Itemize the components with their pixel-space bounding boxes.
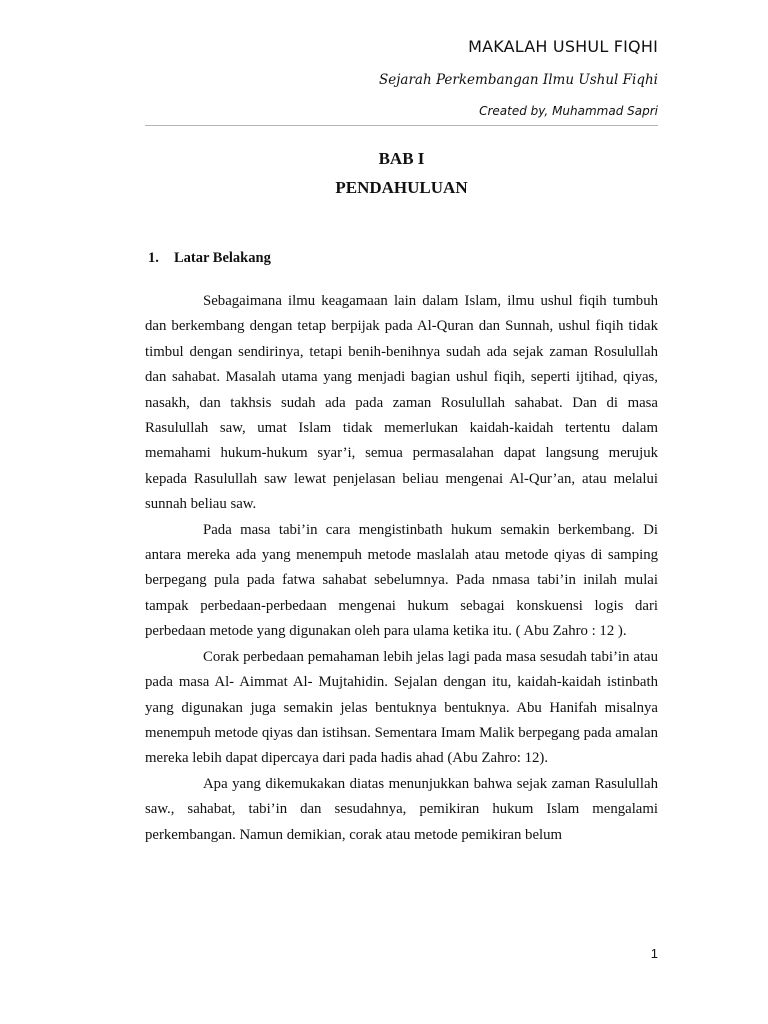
- paragraph: Apa yang dikemukakan diatas menunjukkan bahwa sejak zaman Rasulullah saw., sahabat, tabi’in dan sesudahnya, pemikiran hukum Islam mengalami perkembangan. Namun demikian, corak atau metode pemikiran belum: [145, 775, 658, 843]
- header-title: MAKALAH USHUL FIQHI: [468, 37, 658, 56]
- page-number: 1: [650, 946, 658, 961]
- paragraph: Pada masa tabi’in cara mengistinbath hukum semakin berkembang. Di antara mereka ada yang menempuh metode maslalah atau metode qiyas di samping berpegang pula pada fatwa sahabat sebelumnya. Pada nmasa tabi’in inilah mulai tampak perbedaan-perbedaan mengenai hukum sebagai konskuensi logis dari perbedaan metode yang digunakan oleh para ulama ketika itu. ( Abu Zahro : 12 ).: [145, 521, 658, 640]
- header-divider: [145, 125, 658, 126]
- header-credit: Created by, Muhammad Sapri: [479, 104, 658, 118]
- body-text: [145, 289, 658, 848]
- section-heading: [148, 250, 271, 267]
- section-number: 1.: [148, 250, 159, 266]
- paragraph: Sebagaimana ilmu keagamaan lain dalam Islam, ilmu ushul fiqih tumbuh dan berkembang dengan tetap berpijak pada Al-Quran dan Sunnah, ushul fiqih tidak timbul dengan sendirinya, tetapi benih-benihnya sudah ada sejak zaman Rosulullah dan sahabat. Masalah utama yang menjadi bagian ushul fiqih, seperti ijtihad, qiyas, nasakh, dan takhsis sudah ada pada zaman Rosulullah sahabat. Dan di masa Rasulullah saw, umat Islam tidak memerlukan kaidah-kaidah tertentu dalam memahami hukum-hukum syar’i, semua permasalahan dapat langsung merujuk kepada Rasulullah saw lewat penjelasan beliau mengenai Al-Qur’an, atau melalui sunnah beliau saw.: [145, 293, 658, 513]
- section-title: Latar Belakang: [174, 250, 271, 266]
- header-subtitle: Sejarah Perkembangan Ilmu Ushul Fiqhi: [379, 72, 658, 88]
- chapter-label: BAB I: [378, 149, 425, 168]
- paragraph: Corak perbedaan pemahaman lebih jelas lagi pada masa sesudah tabi’in atau pada masa Al- Aimmat Al- Mujtahidin. Sejalan dengan itu, kaidah-kaidah istinbath yang digunakan juga semakin jelas bentuknya bentuknya. Abu Hanifah misalnya menempuh metode qiyas dan istihsan. Sementara Imam Malik berpegang pada amalan mereka lebih dapat dipercaya dari pada hadis ahad (Abu Zahro: 12).: [145, 648, 658, 767]
- chapter-title: PENDAHULUAN: [335, 178, 468, 197]
